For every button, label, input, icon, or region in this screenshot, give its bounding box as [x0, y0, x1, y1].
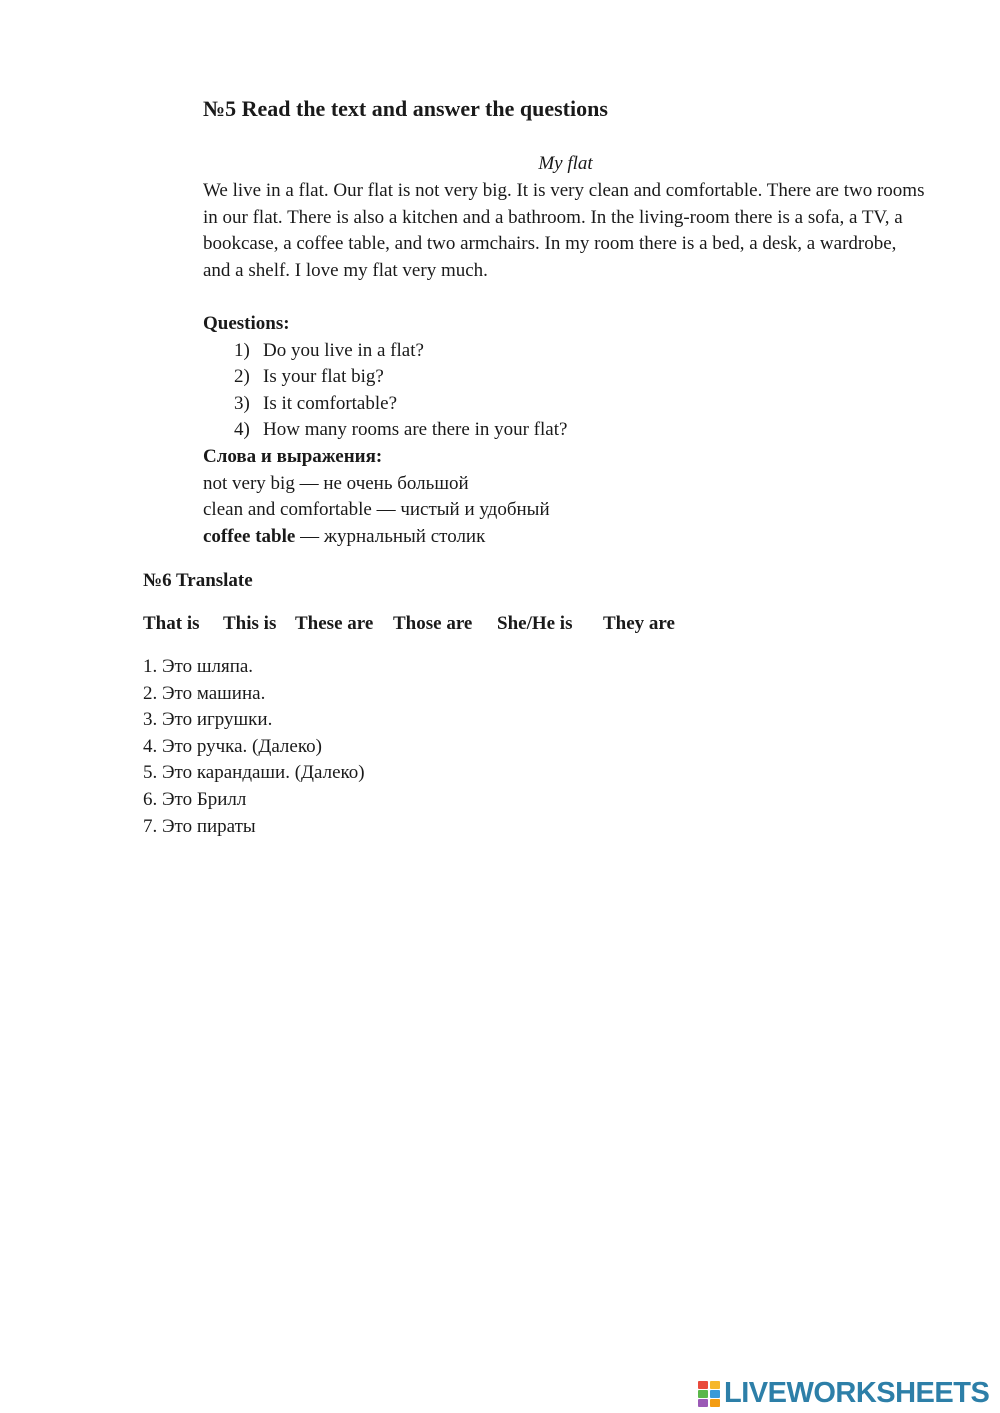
- vocabulary-term: coffee table: [203, 525, 296, 547]
- question-item: [203, 338, 567, 365]
- vocabulary-term: clean and comfortable: [203, 499, 372, 520]
- phrase-option: Those are: [393, 613, 473, 634]
- question-number: 3): [234, 392, 250, 414]
- translate-sentence: 2. Это машина.: [143, 682, 266, 704]
- vocabulary-term: not very big: [203, 472, 295, 494]
- vocabulary-item: [203, 471, 550, 498]
- translate-sentence: 4. Это ручка. (Далеко): [143, 735, 322, 757]
- translate-sentence: 5. Это карандаши. (Далеко): [143, 762, 365, 784]
- question-number: 2): [234, 366, 250, 387]
- question-item: [203, 391, 567, 418]
- question-text: Is it comfortable?: [263, 392, 398, 414]
- reading-text-body: We live in a flat. Our flat is not very big. It is very clean and comfortable. There are two rooms in our flat. There is also a kitchen and a bathroom. In the living-room there is a sofa, a TV, a bookcase, a coffee table, and two armchairs. In my room there is a bed, a desk, a wardrobe, and a shelf. I love my flat very much.: [203, 180, 925, 281]
- liveworksheets-logo-text: LIVEWORKSHEETS: [724, 1377, 990, 1409]
- liveworksheets-logo: [698, 1376, 989, 1410]
- questions-heading: Questions:: [203, 313, 290, 334]
- exercise5-title: №5 Read the text and answer the questions: [203, 96, 608, 121]
- question-text: Do you live in a flat?: [263, 339, 424, 361]
- question-number: 1): [234, 339, 250, 361]
- phrase-option: These are: [295, 613, 374, 634]
- question-item: [203, 417, 567, 444]
- translate-sentence: 1. Это шляпа.: [143, 656, 254, 677]
- vocabulary-item: [203, 524, 550, 551]
- question-item: [203, 364, 567, 391]
- phrase-option: They are: [603, 613, 675, 634]
- vocabulary-item: [203, 497, 550, 524]
- question-text: How many rooms are there in your flat?: [263, 419, 568, 440]
- vocabulary-list: [203, 471, 550, 551]
- phrase-bank: [143, 611, 743, 637]
- translate-sentence: 7. Это пираты: [143, 815, 256, 837]
- phrase-option: She/He is: [497, 613, 573, 634]
- phrase-option: This is: [223, 613, 277, 634]
- vocabulary-translation: — чистый и удобный: [371, 499, 550, 520]
- liveworksheets-logo-icon: [698, 1379, 722, 1407]
- phrase-option: That is: [143, 613, 200, 634]
- vocabulary-translation: — журнальный столик: [295, 525, 486, 547]
- reading-text-title: My flat: [538, 153, 593, 174]
- translate-sentence: 6. Это Брилл: [143, 788, 247, 810]
- question-text: Is your flat big?: [263, 366, 384, 387]
- question-number: 4): [234, 419, 250, 440]
- translate-sentence: 3. Это игрушки.: [143, 709, 273, 731]
- vocabulary-heading: Слова и выражения:: [203, 446, 383, 467]
- vocabulary-translation: — не очень большой: [294, 472, 469, 494]
- translate-sentences: [143, 654, 365, 840]
- questions-list: [203, 338, 567, 444]
- exercise6-title: №6 Translate: [143, 570, 253, 591]
